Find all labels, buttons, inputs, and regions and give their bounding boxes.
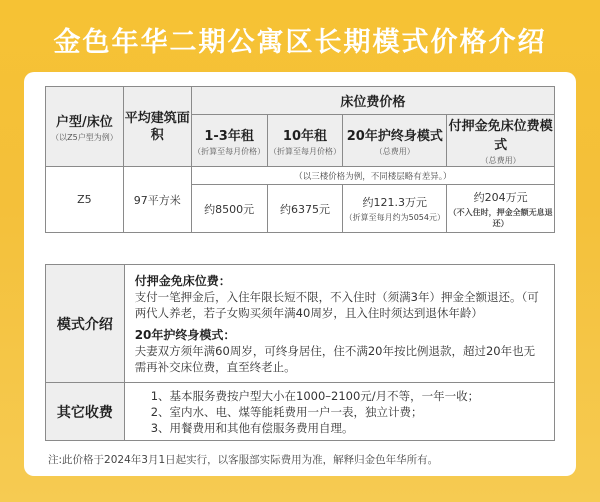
deposit-mode-text: 支付一笔押金后，入住年限长短不限，不入住时（须满3年）押金全额退还。（可两代人养老，若子女购买须年满40周岁，且入住时须达到退休年龄） <box>134 289 539 320</box>
cell-area: 97平方米 <box>123 167 191 233</box>
life-mode-text: 夫妻双方须年满60周岁，可终身居住，住不满20年按比例退款，超过20年也无需再补交床位费，直至终老止。 <box>134 343 536 374</box>
header-option-3: 20年护终身模式 （总费用） <box>343 115 447 167</box>
content-card <box>24 72 576 476</box>
cell-price-3: 约121.3万元 （折算至每月约为5054元） <box>343 185 447 233</box>
deposit-mode-title: 付押金免床位费： <box>134 273 231 288</box>
life-mode-title: 20年护终身模式： <box>134 327 236 342</box>
other-fee-item: 2、室内水、电、煤等能耗费用一户一表，独立计费； <box>150 404 423 419</box>
mode-description <box>124 265 554 383</box>
page-title: 金色年华二期公寓区长期模式价格介绍 <box>53 27 547 58</box>
footnote: 注:此价格于2024年3月1日起实行，以客服部实际费用为准，解释归金色年华所有。 <box>48 454 439 466</box>
other-fees-label: 其它收费 <box>46 383 125 441</box>
details-table <box>45 264 555 441</box>
cell-price-2: 约6375元 <box>267 185 343 233</box>
other-fees-list <box>124 383 554 441</box>
cell-unit-type: Z5 <box>46 167 124 233</box>
cell-price-4: 约204万元 （不入住时，押金全额无息退还） <box>447 185 555 233</box>
price-table <box>45 86 555 233</box>
other-fee-item: 1、基本服务费按户型大小在1000–2100元/月不等，一年一收； <box>150 388 480 403</box>
floor-note: （以三楼价格为例，不同楼层略有差异。） <box>191 167 554 185</box>
header-unit-type: 户型/床位 （以Z5户型为例） <box>46 87 124 167</box>
other-fee-item: 3、用餐费用和其他有偿服务费用自理。 <box>150 420 354 435</box>
header-bed-fee: 床位费价格 <box>191 87 554 115</box>
header-option-1: 1-3年租 （折算至每月价格） <box>191 115 267 167</box>
header-area: 平均建筑面积 <box>123 87 191 167</box>
header-option-2: 10年租 （折算至每月价格） <box>267 115 343 167</box>
cell-price-1: 约8500元 <box>191 185 267 233</box>
header-option-4: 付押金免床位费模式 （总费用） <box>447 115 555 167</box>
mode-label: 模式介绍 <box>46 265 125 383</box>
